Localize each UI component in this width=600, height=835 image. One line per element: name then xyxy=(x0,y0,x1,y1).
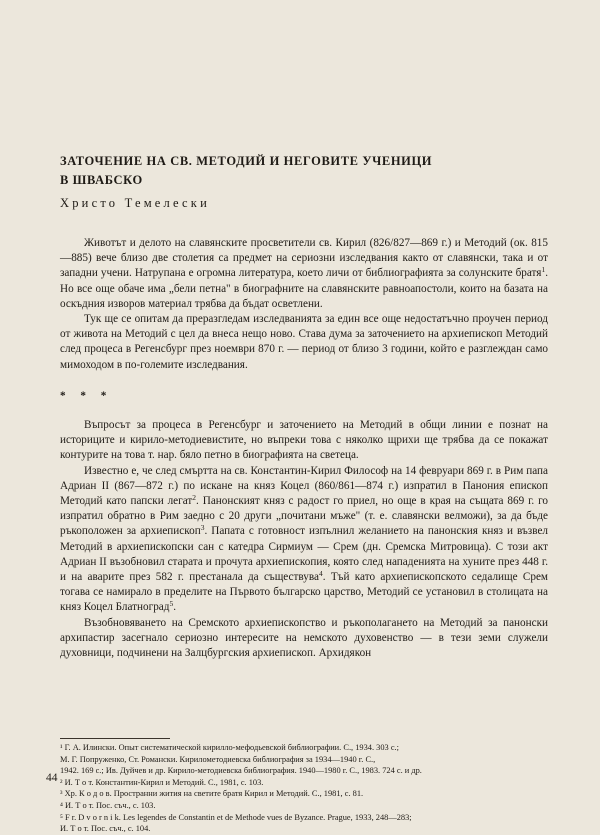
footnote-ref[interactable]: 2 xyxy=(192,493,197,503)
paragraph: Животът и делото на славянските просветители св. Кирил (826/827—869 г.) и Методий (ок. 815—885) вече близо две столетия са предмет на сериозни изследвания както от славянски, така и от западни учени. Натрупана е огромна литература, което личи от библиографията за солунските братя$^1$. Но все още обаче има „бели петна" в биографните на славянските равноапостоли, които на базата на оскъдния изворов материал трябва да бъдат осветлени. xyxy=(60,237,548,310)
footnote-line: И. Т о т. Пос. съч., с. 104. xyxy=(60,824,151,834)
footnote-line: М. Г. Попруженко, Ст. Романски. Кирилометодиевска библиография за 1934—1940 г. С., xyxy=(60,754,376,764)
footnote-line: ⁴ И. Т о т. Пос. съч., с. 103. xyxy=(60,800,156,810)
footnote-ref[interactable]: 3 xyxy=(200,523,205,533)
footnotes xyxy=(60,742,548,835)
paragraph: Известно е, че след смъртта на св. Константин-Кирил Философ на 14 февруари 869 г. в Рим папа Адриан II (867—872 г.) по искане на княз Коцел (860/861—874 г.) изпратил в Панония епископ Методий като папски легат$^2$. Панонският княз с радост го приел, но още в края на същата 869 г. го изпратил обратно в Рим заедно с 20 други „почитани мъже" (т. е. славянски велможи), за да бъде ръкоположен за архиепископ$^3$. Папата с готовност изпълнил желанието на панонския княз и възвел Методий в архиепископски сан с катедра Сирмиум — Срем (дн. Сремска Митровица). С този акт Адриан II възобновил старата и прочута архиепископия, която след нападенията на хуните през 448 г. и на аварите през 582 г. престанала да съществува$^4$. Тъй като архиепископското седалище Срем тогава се намирало в пределите на Първото българско царство, Методий се установил в столицата на княз Коцел Блатноград$^5$. xyxy=(60,464,548,614)
footnote-ref[interactable]: 1 xyxy=(541,265,546,275)
paragraph: Въпросът за процеса в Регенсбург и заточението на Методий в общи линии е познат на историците и кирило-методиевистите, но въпреки това с няколко щрихи ще трябва да се покажат контурите на това т. нар. бяло петно в биографията на светеца. xyxy=(60,419,548,462)
section-separator: * * * xyxy=(60,389,113,402)
footnote-line: ⁵ F r. D v o r n i k. Les legendes de Constantin et de Methode vues de Byzance. Prague, 1933, 248—283; xyxy=(60,812,412,822)
paragraph: Тук ще се опитам да преразгледам изследванията за един все още недостатъчно проучен период от живота на Методий с цел да внеса нещо ново. Става дума за заточението на архиепископ Методий след процеса в Регенсбург през ноември 870 г. — период от близо 3 години, който е разглеждан само мимоходом в по-големите изследвания. xyxy=(60,313,548,371)
footnote-line: ³ Хр. К о д о в. Пространни жития на светите братя Кирил и Методий. С., 1981, с. 81. xyxy=(60,789,364,799)
article-title-line-2: В ШВАБСКО xyxy=(60,173,143,187)
footnote-ref[interactable]: 4 xyxy=(319,569,323,579)
footnote-line: ¹ Г. А. Илински. Опыт систематической кирилло-мефодьевской библиографии. С., 1934. 303 с.; xyxy=(60,743,399,752)
article-author: Христо Темелески xyxy=(60,196,210,210)
article-body xyxy=(60,236,548,661)
article-title-line-1: ЗАТОЧЕНИЕ НА СВ. МЕТОДИЙ И НЕГОВИТЕ УЧЕНИЦИ xyxy=(60,154,433,168)
footnote-line: ² И. Т о т. Константин-Кирил и Методий. С., 1981, с. 103. xyxy=(60,777,264,787)
paragraph: Възобновяването на Сремското архиепископство и ръкополагането на Методий за панонски архипастир засегнало сериозно интересите на немското духовенство — в тези земи служели духовници, подчинени на Залцбургския архиепископ. Архидякон xyxy=(60,616,548,660)
footnote-divider xyxy=(60,738,170,739)
footnote-ref[interactable]: 5 xyxy=(169,599,174,609)
article-title xyxy=(60,152,540,190)
footnote-line: 1942. 169 с.; Ив. Дуйчев и др. Кирило-методиевска библиография. 1940—1980 г. С., 1983. 724 с. и др. xyxy=(60,766,422,776)
page-number: 44 xyxy=(46,772,58,784)
